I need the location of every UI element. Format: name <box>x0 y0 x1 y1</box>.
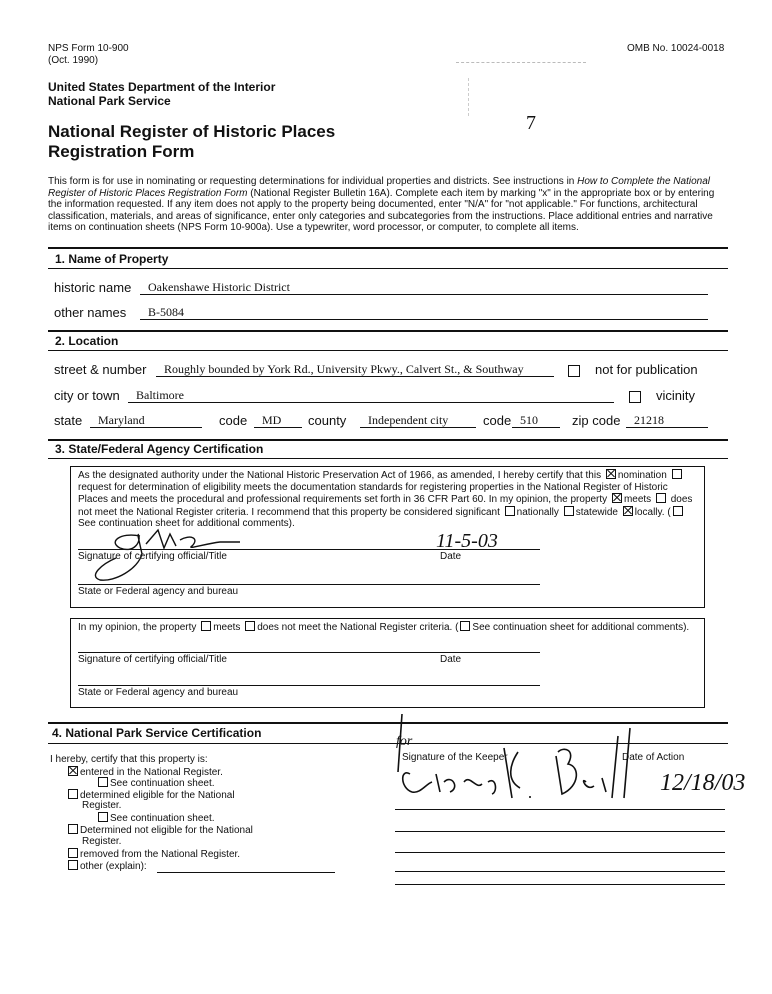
section-rule <box>48 458 728 459</box>
page-subtitle: Registration Form <box>48 142 195 161</box>
section-rule <box>48 330 728 332</box>
nationally-checkbox[interactable] <box>505 506 515 516</box>
keeper-line <box>395 809 725 810</box>
stamp-mark: 7 <box>526 112 536 134</box>
state-code-field[interactable]: MD <box>254 413 302 428</box>
zip-field[interactable]: 21218 <box>626 413 708 428</box>
continuation-checkbox[interactable] <box>673 506 683 516</box>
street-label: street & number <box>54 362 147 377</box>
other-names-field[interactable]: B-5084 <box>140 305 708 320</box>
section-rule <box>48 350 728 351</box>
see-continuation-checkbox-2[interactable] <box>98 812 108 822</box>
see-continuation-option-2[interactable]: See continuation sheet. <box>96 812 215 825</box>
omb-number: OMB No. 10024-0018 <box>627 43 725 54</box>
date-of-action-label: Date of Action <box>622 752 685 763</box>
entered-checkbox[interactable] <box>68 766 78 776</box>
signature-label: Signature of certifying official/Title <box>78 551 227 562</box>
keeper-label: Signature of the Keeper <box>402 752 508 763</box>
county-label: county <box>308 413 347 428</box>
handwritten-date-2: 12/18/03 <box>660 770 746 796</box>
other-checkbox[interactable] <box>68 860 78 870</box>
other-names-label: other names <box>54 305 127 320</box>
keeper-line <box>395 852 725 853</box>
section-3-heading: 3. State/Federal Agency Certification <box>55 442 264 456</box>
service: National Park Service <box>48 94 171 108</box>
determined-eligible-checkbox[interactable] <box>68 789 78 799</box>
agency-line <box>78 584 540 585</box>
page-title: National Register of Historic Places <box>48 122 336 141</box>
keeper-line <box>395 884 725 885</box>
request-checkbox[interactable] <box>672 469 682 479</box>
state-field[interactable]: Maryland <box>90 413 202 428</box>
certification-text: As the designated authority under the National Historic Preservation Act of 1966, as amended, I hereby certify that this nomination request for determination of eligibility meets the documentation standards for registering properties in the National Register of Historic Places and meets the procedural and professional requirements set forth in 36 CFR Part 60. In my opinion, the property meets does not meet the National Register criteria. I recommend that this property be considered significant nationally statewide locally. ( See continuation sheet for additional comments). <box>78 470 693 529</box>
date-label: Date <box>440 551 462 562</box>
section-rule <box>48 268 728 269</box>
keeper-intro: I hereby, certify that this property is: <box>50 754 208 765</box>
see-continuation-option-1[interactable]: See continuation sheet. <box>96 777 215 790</box>
agency-label: State or Federal agency and bureau <box>78 586 239 597</box>
form-number: NPS Form 10-900 <box>48 43 129 54</box>
removed-option[interactable]: removed from the National Register. <box>66 848 240 861</box>
street-field[interactable]: Roughly bounded by York Rd., University Pkwy., Calvert St., & Southway <box>156 362 554 377</box>
zip-label: zip code <box>572 413 621 428</box>
historic-name-label: historic name <box>54 280 132 295</box>
does-not-meet-checkbox[interactable] <box>656 493 666 503</box>
determined-eligible-cont: Register. <box>82 800 122 811</box>
vicinity-checkbox[interactable] <box>629 388 641 406</box>
section-4-heading: 4. National Park Service Certification <box>52 726 262 740</box>
form-date: (Oct. 1990) <box>48 55 99 66</box>
section-2-heading: 2. Location <box>55 334 119 348</box>
instructions: This form is for use in nominating or requesting determinations for individual properties and districts. See instructions in How to Complete the National Register of Historic Places Registration Form (National Register Bulletin 16A). Complete each item by marking "x" in the appropriate box or by entering the information requested. If any item does not apply to the property being documented, enter "N/A" for "not applicable." For functions, architectural classification, materials, and areas of significance, enter only categories and subcategories from the instructions. Place additional entries and narrative items on continuation sheets (NPS Form 10-900a). Use a typewriter, word processor, or computer, to complete all items. <box>48 176 715 233</box>
county-code-field[interactable]: 510 <box>512 413 560 428</box>
not-eligible-checkbox[interactable] <box>68 824 78 834</box>
signature-label-2: Signature of certifying official/Title <box>78 654 227 665</box>
see-continuation-checkbox-1[interactable] <box>98 777 108 787</box>
not-for-publication-label: not for publication <box>595 362 698 377</box>
historic-name-field[interactable]: Oakenshawe Historic District <box>140 280 708 295</box>
section-1-heading: 1. Name of Property <box>55 252 169 266</box>
stamp-edge <box>468 78 469 116</box>
state-code-label: code <box>219 413 248 428</box>
state-label: state <box>54 413 83 428</box>
other-option[interactable]: other (explain): <box>66 860 147 873</box>
determined-eligible-option[interactable]: determined eligible for the National <box>66 789 235 802</box>
city-label: city or town <box>54 388 120 403</box>
agency-label-2: State or Federal agency and bureau <box>78 687 239 698</box>
removed-checkbox[interactable] <box>68 848 78 858</box>
county-code-label: code <box>483 413 512 428</box>
date-label-2: Date <box>440 654 462 665</box>
county-field[interactable]: Independent city <box>360 413 476 428</box>
signature-line <box>78 549 540 550</box>
department: United States Department of the Interior <box>48 80 276 94</box>
opinion-continuation-checkbox[interactable] <box>460 621 470 631</box>
stamp-border <box>456 62 586 63</box>
vicinity-label: vicinity <box>656 388 696 403</box>
section-rule <box>48 439 728 441</box>
handwritten-for: for <box>396 734 413 749</box>
opinion-does-not-meet-checkbox[interactable] <box>245 621 255 631</box>
other-explain-line[interactable] <box>157 872 335 873</box>
meets-checkbox[interactable] <box>612 493 622 503</box>
signature-line <box>78 652 540 653</box>
opinion-meets-checkbox[interactable] <box>201 621 211 631</box>
keeper-line <box>395 871 725 872</box>
nomination-checkbox[interactable] <box>606 469 616 479</box>
handwritten-date-1: 11-5-03 <box>436 530 498 552</box>
statewide-checkbox[interactable] <box>564 506 574 516</box>
locally-checkbox[interactable] <box>623 506 633 516</box>
section-rule <box>48 247 728 249</box>
keeper-line <box>395 831 725 832</box>
agency-line <box>78 685 540 686</box>
not-eligible-option[interactable]: Determined not eligible for the National <box>66 824 253 837</box>
keeper-signature <box>380 712 640 812</box>
not-for-publication-checkbox[interactable] <box>568 362 580 380</box>
not-eligible-cont: Register. <box>82 836 122 847</box>
opinion-text: In my opinion, the property meets does not meet the National Register criteria. ( See continuation sheet for additional comments). <box>78 622 690 633</box>
entered-option[interactable]: entered in the National Register. <box>66 766 223 779</box>
city-field[interactable]: Baltimore <box>128 388 614 403</box>
